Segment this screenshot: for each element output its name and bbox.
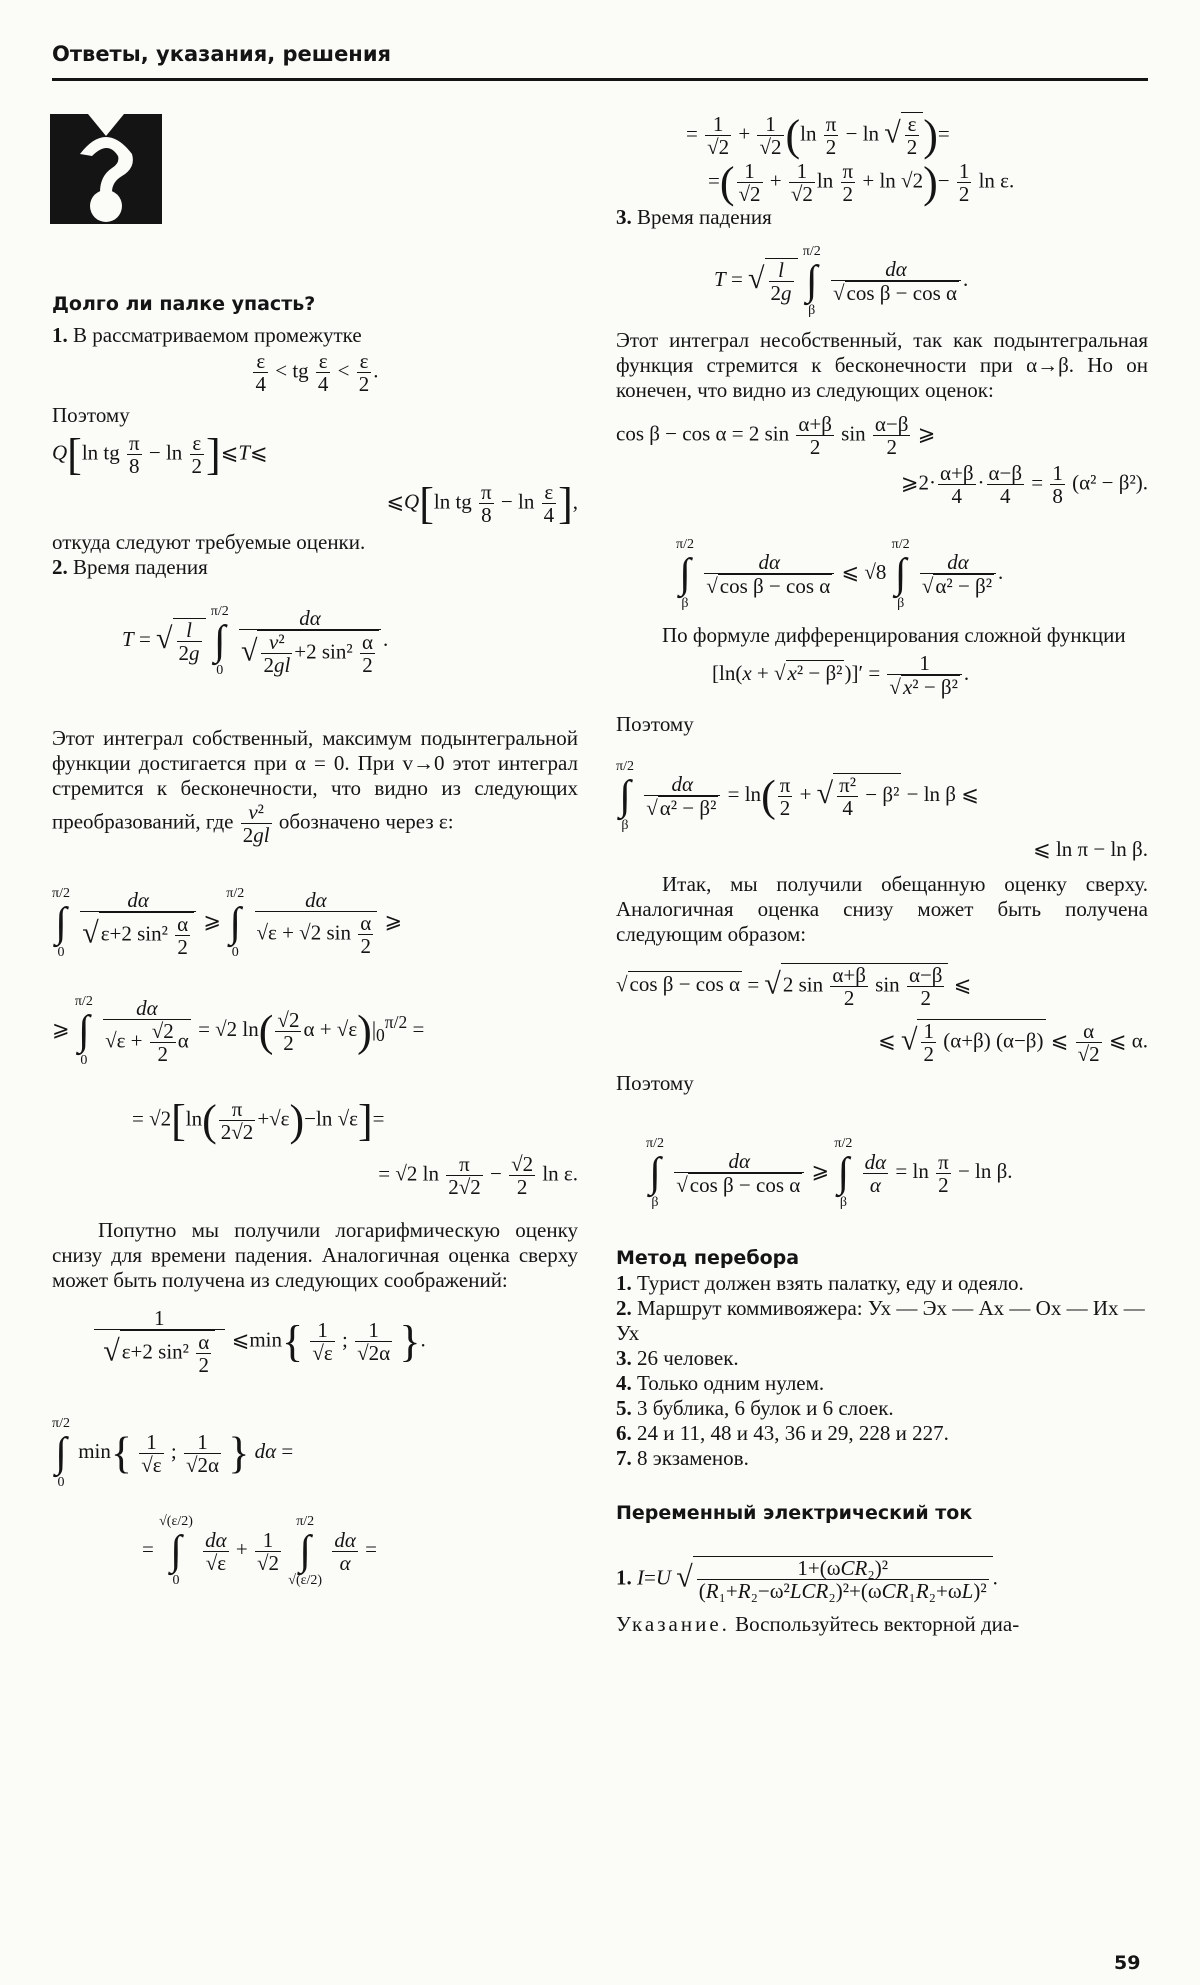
formula-Q-upper: ⩽Q[ln tg $\frac{\pi}{8}$ − ln $\frac{\varepsilon}{4}$ ], <box>386 479 578 528</box>
list-item: 3. 26 человек. <box>616 1346 739 1370</box>
list-item: 7. 8 экзаменов. <box>616 1446 749 1470</box>
list-item: 6. 24 и 11, 48 и 43, 36 и 29, 228 и 227. <box>616 1421 949 1445</box>
ukazanie-text: Указание. Воспользуйтесь векторной диа- <box>616 1612 1020 1636</box>
formula-lower-2: ⩽ √ $\frac{1}{2}$ (α+β) (α−β) ⩽ $\frac{\alpha}{√2}$ ⩽ α. <box>878 1019 1148 1066</box>
formula-derivative: [ln(x + √x² − β²)]′ = $\frac{1}{\text{√x² − β²}}$ . <box>712 651 970 699</box>
formula-cos-diff: cos β − cos α = 2 sin $\frac{\alpha+\beta}{2}$ sin $\frac{\alpha-\beta}{2}$ ⩾ <box>616 412 936 459</box>
improper-paragraph: Этот интеграл несобственный, так как подынтегральная функция стремится к бесконечности при α→β. Но он конечен, что видно из следующих оценок: <box>616 328 1148 402</box>
formula-log-bound: ⩽ ln π − ln β. <box>1033 837 1148 861</box>
integral-paragraph: Этот интеграл собственный, максимум подынтегральной функции достигается при α = 0. При v→0 этот интеграл стремится к бесконечности, что видно из следующих преобразований, где $\frac{\text{v²}}{2gl}$ обозначено через ε: <box>52 726 578 847</box>
formula-min-bound: 1 √ε+2 sin² $\frac{\alpha}{2}$ ⩽min{ $\frac{1}{√\varepsilon}$ ; $\frac{1}{√2\alpha}$ }. <box>52 1307 578 1376</box>
conclusion-text: откуда следуют требуемые оценки. <box>52 530 366 554</box>
formula-fall-time: T = √ $\frac{l}{2g}$ π/2 ∫ 0 dα √ $\frac{\text{v²}}{2gl}$ +2 sin² $\frac{\alpha}{2}$ . <box>122 604 389 678</box>
question-mark-logo-icon <box>50 114 162 224</box>
formula-min-integral: π/2 ∫ 0 min{ $\frac{1}{√\varepsilon}$ ; $\frac{1}{√2\alpha}$ } dα = <box>52 1416 294 1490</box>
formula-lower-result: π/2 ∫ β $\frac{d\alpha}{\text{√cos β − cos α}}$ ⩾ π/2 ∫ β $\frac{d\alpha}{\alpha}$ = ln $\frac{\pi}{2}$ − ln β. <box>646 1136 1013 1210</box>
list-item: 5. 3 бублика, 6 булок и 6 слоек. <box>616 1396 894 1420</box>
formula-sqrt8-bound: π/2 ∫ β $\frac{d\alpha}{\text{√cos β − cos α}}$ ⩽ √8 π/2 ∫ β $\frac{d\alpha}{\text{√α² − β²}}$ . <box>676 537 1004 611</box>
perebor-list <box>616 1271 1148 1471</box>
item-text: В рассматриваемом промежутке <box>73 323 362 347</box>
item-number: 1. <box>52 323 68 347</box>
poetomu-text-2: Поэтому <box>616 1071 694 1095</box>
formula-estimate-3: = √2[ln( $\frac{\pi}{2√2}$ +√ε)−ln √ε]= <box>132 1096 385 1145</box>
formula-min-split: = √(ε/2) ∫ 0 $\frac{d\alpha}{√\varepsilon}$ + $\frac{1}{√2}$ π/2 ∫ √(ε/2) $\frac{d\alpha}{\alpha}$ = <box>142 1514 377 1588</box>
left-column <box>52 292 578 1588</box>
along-paragraph: Попутно мы получили логарифмическую оценку снизу для времени падения. Аналогичная оценка сверху может быть получена из следующих соображений: <box>52 1218 578 1292</box>
item-number: 2. <box>52 555 68 579</box>
section-heading-perebor: Метод перебора <box>616 1247 800 1269</box>
item-number: 3. <box>616 205 632 229</box>
header-rule <box>52 78 1148 81</box>
formula-Q-lower: Q[ln tg $\frac{\pi}{8}$ − ln $\frac{\varepsilon}{2}$ ]⩽T⩽ <box>52 430 268 479</box>
formula-estimate-1: π/2 ∫ 0 dα √ε+2 sin² $\frac{\alpha}{2}$ ⩾ π/2 ∫ 0 dα √ε + √2 sin $\frac{\alpha}{2}$ ⩾ <box>52 886 403 960</box>
formula-log-integral: π/2 ∫ β $\frac{d\alpha}{\text{√α² − β²}}$ = ln( $\frac{\pi}{2}$ + √ $\frac{\text{π²}}{4}$ − β² − ln β ⩽ <box>616 759 979 833</box>
poetomu-text: Поэтому <box>52 403 130 427</box>
item-text: Время падения <box>637 205 772 229</box>
running-header: Ответы, указания, решения <box>52 42 392 66</box>
formula-cont-1: = $\frac{1}{√2}$ + $\frac{1}{√2}$ (ln $\frac{\pi}{2}$ − ln √ $\frac{\varepsilon}{2}$ )= <box>686 111 950 160</box>
item-text: Время падения <box>73 555 208 579</box>
formula-inequality: $\frac{\varepsilon}{4}$ < tg $\frac{\varepsilon}{4}$ < $\frac{\varepsilon}{2}$ . <box>255 349 379 396</box>
list-item: 1. Турист должен взять палатку, еду и одеяло. <box>616 1271 1024 1295</box>
formula-cont-2: =( $\frac{1}{√2}$ + $\frac{1}{√2}$ ln $\frac{\pi}{2}$ + ln √2)− $\frac{1}{2}$ ln ε. <box>708 158 1015 207</box>
list-item: 4. Только одним нулем. <box>616 1371 825 1395</box>
section-heading-tok: Переменный электрический ток <box>616 1502 973 1524</box>
formula-cos-bound: ⩾2· $\frac{\alpha+\beta}{4}$ · $\frac{\alpha-\beta}{4}$ = $\frac{1}{8}$ (α² − β²). <box>900 461 1148 508</box>
poetomu-text: Поэтому <box>616 712 694 736</box>
formula-estimate-2: ⩾ π/2 ∫ 0 dα √ε + $\frac{√2}{2}$ α = √2 ln( $\frac{√2}{2}$ $\alpha + √\varepsilon)|_0^{\pi/2}$ = <box>52 994 425 1068</box>
formula-fall-time-3: T = √ $\frac{l}{2g}$ π/2 ∫ β $\frac{d\alpha}{\text{√cos β − cos α}}$ . <box>714 244 969 318</box>
section-heading-stick: Долго ли палке упасть? <box>52 293 316 315</box>
formula-lower-1: √cos β − cos α = √2 sin $\frac{\alpha+\beta}{2}$ sin $\frac{\alpha-\beta}{2}$ ⩽ <box>616 963 972 1010</box>
formula-estimate-4: = √2 ln $\frac{\pi}{2√2}$ − $\frac{√2}{2}$ ln ε. <box>378 1152 578 1199</box>
list-item: 2. Маршрут коммивояжера: Ух — Эх — Ах — Ох — Их — Ух <box>616 1296 1145 1345</box>
right-column <box>616 112 1148 1637</box>
page-number: 59 <box>1114 1952 1141 1974</box>
itak-paragraph: Итак, мы получили обещанную оценку сверху. Аналогичная оценка снизу может быть получена следующим образом: <box>616 872 1148 946</box>
formula-paragraph: По формуле дифференцирования сложной функции <box>662 623 1126 647</box>
formula-current: 1. I=U √ $\frac{\text{1+(ωCR₂)²}}{\text{(R₁+R₂−ω²LCR₂)²+(ωCR₁R₂+ωL)²}}$ . <box>616 1556 998 1603</box>
